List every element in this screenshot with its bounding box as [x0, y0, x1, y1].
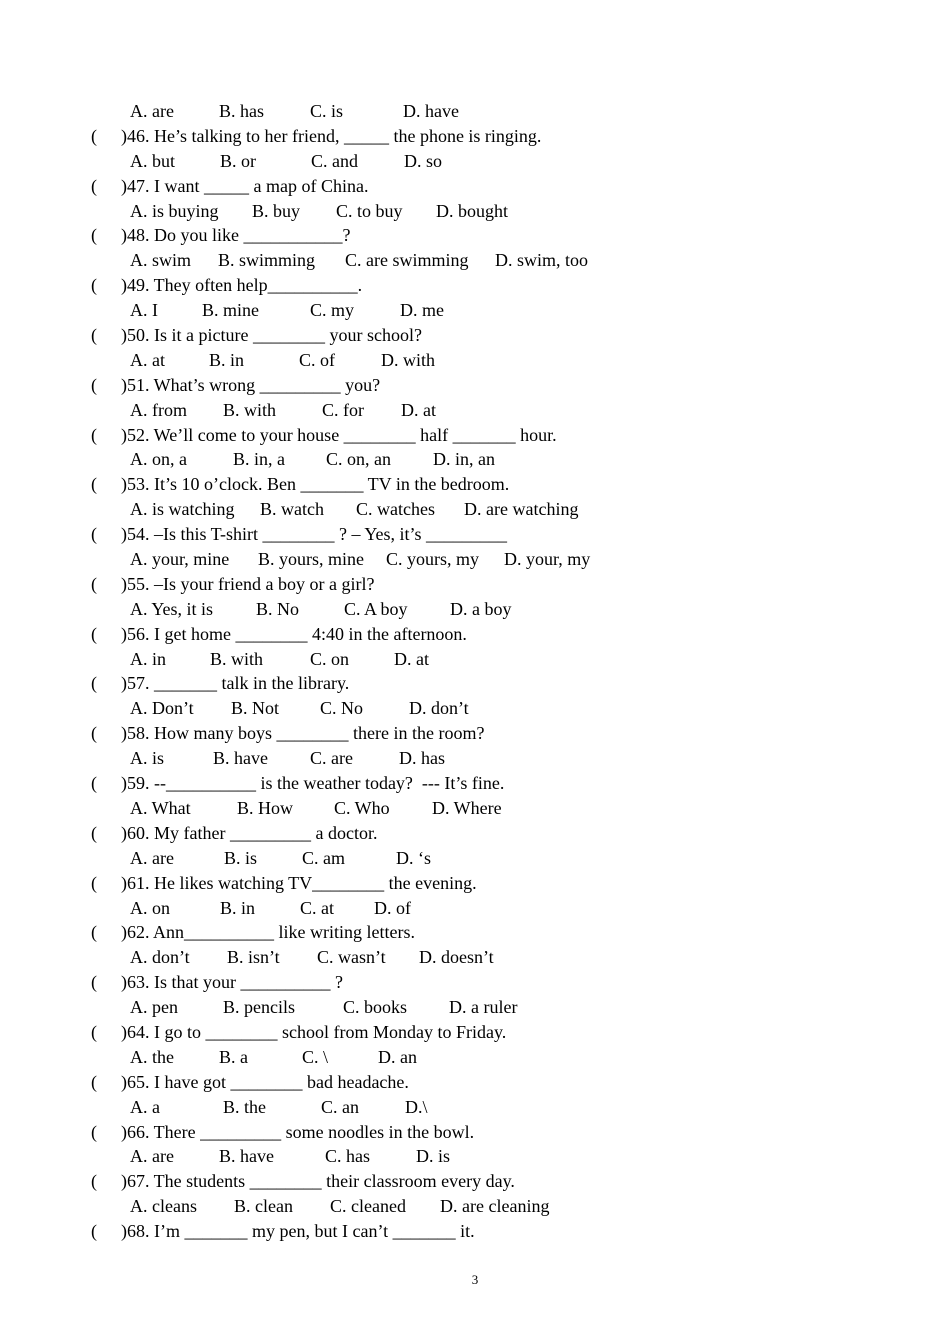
- option-a: A. is watching: [130, 499, 235, 520]
- options-row: [0, 746, 950, 771]
- question-text: 46. He’s talking to her friend, _____ the phone is ringing.: [127, 125, 542, 146]
- question-text: 63. Is that your __________ ?: [127, 972, 343, 993]
- answer-blank-close: ): [121, 275, 127, 296]
- answer-blank-open[interactable]: (: [91, 1071, 97, 1092]
- question-57: [0, 671, 950, 696]
- answer-blank-open[interactable]: (: [91, 872, 97, 893]
- options-row: [0, 1144, 950, 1169]
- answer-blank-open[interactable]: (: [91, 1171, 97, 1192]
- answer-blank-close: ): [121, 623, 127, 644]
- option-b: B. mine: [202, 300, 259, 321]
- options-row: [0, 796, 950, 821]
- question-text: 62. Ann__________ like writing letters.: [127, 922, 415, 943]
- option-b: B. isn’t: [227, 947, 280, 968]
- option-d: D. of: [374, 897, 411, 918]
- options-row: [0, 149, 950, 174]
- answer-blank-open[interactable]: (: [91, 922, 97, 943]
- option-a: A. at: [130, 349, 165, 370]
- option-c: C. on: [310, 648, 350, 669]
- option-c: C. are swimming: [345, 250, 469, 271]
- question-55: [0, 572, 950, 597]
- option-c: C. on, an: [326, 449, 391, 470]
- question-60: [0, 821, 950, 846]
- option-d: D. are watching: [464, 499, 579, 520]
- option-b: B. No: [256, 598, 300, 619]
- option-c: C. my: [310, 300, 355, 321]
- option-c: C. are: [310, 748, 353, 769]
- options-row: [0, 1095, 950, 1120]
- question-text: 59. --__________ is the weather today? --- It’s fine.: [127, 773, 505, 794]
- options-row: [0, 447, 950, 472]
- question-text: 57. _______ talk in the library.: [127, 673, 350, 694]
- question-68: [0, 1219, 950, 1244]
- question-text: 61. He likes watching TV________ the evening.: [127, 872, 477, 893]
- option-b: B. in: [220, 897, 256, 918]
- question-text: 56. I get home ________ 4:40 in the afternoon.: [127, 623, 467, 644]
- answer-blank-open[interactable]: (: [91, 175, 97, 196]
- option-b: B. clean: [234, 1196, 293, 1217]
- options-row: [0, 248, 950, 273]
- answer-blank-open[interactable]: (: [91, 773, 97, 794]
- options-row: [0, 995, 950, 1020]
- option-a: A. swim: [130, 250, 192, 271]
- option-c: C. and: [311, 150, 358, 171]
- answer-blank-open[interactable]: (: [91, 1221, 97, 1242]
- options-row: [0, 547, 950, 572]
- option-b: B. yours, mine: [258, 549, 364, 570]
- option-a: A. from: [130, 399, 187, 420]
- question-59: [0, 771, 950, 796]
- question-53: [0, 472, 950, 497]
- option-d: D. bought: [436, 200, 508, 221]
- question-61: [0, 871, 950, 896]
- question-46: [0, 124, 950, 149]
- answer-blank-close: ): [121, 1121, 127, 1142]
- option-b: B. have: [219, 1146, 274, 1167]
- option-d: D. so: [404, 150, 443, 171]
- answer-blank-open[interactable]: (: [91, 125, 97, 146]
- question-50: [0, 323, 950, 348]
- question-text: 49. They often help__________.: [127, 275, 363, 296]
- option-a: A. are: [130, 1146, 174, 1167]
- option-c: C. is: [310, 101, 344, 121]
- answer-blank-open[interactable]: (: [91, 723, 97, 744]
- option-c: C. am: [302, 847, 345, 868]
- answer-blank-close: ): [121, 922, 127, 943]
- answer-blank-close: ): [121, 225, 127, 246]
- answer-blank-close: ): [121, 1021, 127, 1042]
- option-d: D. a boy: [450, 598, 512, 619]
- option-a: A. the: [130, 1046, 174, 1067]
- option-c: C. to buy: [336, 200, 403, 221]
- option-d: D. at: [394, 648, 429, 669]
- question-text: 51. What’s wrong _________ you?: [127, 374, 381, 395]
- question-text: 53. It’s 10 o’clock. Ben _______ TV in the bedroom.: [127, 474, 510, 495]
- question-64: [0, 1020, 950, 1045]
- answer-blank-close: ): [121, 1221, 127, 1242]
- option-c: C. A boy: [344, 598, 408, 619]
- option-c: C. at: [300, 897, 334, 918]
- option-b: B. swimming: [218, 250, 316, 271]
- answer-blank-close: ): [121, 125, 127, 146]
- answer-blank-close: ): [121, 1171, 127, 1192]
- question-52: [0, 423, 950, 448]
- question-66: [0, 1120, 950, 1145]
- option-d: D. are cleaning: [440, 1196, 550, 1217]
- answer-blank-open[interactable]: (: [91, 1021, 97, 1042]
- option-c: C. Who: [334, 797, 390, 818]
- answer-blank-close: ): [121, 972, 127, 993]
- answer-blank-open[interactable]: (: [91, 474, 97, 495]
- option-b: B. the: [223, 1096, 266, 1117]
- answer-blank-close: ): [121, 175, 127, 196]
- answer-blank-open[interactable]: (: [91, 673, 97, 694]
- option-a: A. don’t: [130, 947, 190, 968]
- option-a: A. a: [130, 1096, 160, 1117]
- option-a: A. pen: [130, 997, 178, 1018]
- question-text: 58. How many boys ________ there in the room?: [127, 723, 485, 744]
- answer-blank-open[interactable]: (: [91, 424, 97, 445]
- option-c: C. an: [321, 1096, 359, 1117]
- option-a: A. on: [130, 897, 170, 918]
- option-a: A. Don’t: [130, 698, 194, 719]
- answer-blank-open[interactable]: (: [91, 1121, 97, 1142]
- option-d: D. have: [403, 101, 459, 121]
- answer-blank-close: ): [121, 374, 127, 395]
- option-a: A. but: [130, 150, 175, 171]
- option-a: A. is buying: [130, 200, 219, 221]
- answer-blank-open[interactable]: (: [91, 972, 97, 993]
- options-row: [0, 298, 950, 323]
- answer-blank-close: ): [121, 524, 127, 545]
- answer-blank-close: ): [121, 822, 127, 843]
- option-b: B. have: [213, 748, 268, 769]
- option-c: C. \: [302, 1046, 329, 1067]
- options-row: [0, 647, 950, 672]
- option-b: B. a: [219, 1046, 248, 1067]
- question-47: [0, 174, 950, 199]
- options-row: [0, 348, 950, 373]
- answer-blank-open[interactable]: (: [91, 822, 97, 843]
- option-b: B. watch: [260, 499, 324, 520]
- option-a: A. on, a: [130, 449, 187, 470]
- answer-blank-open[interactable]: (: [91, 524, 97, 545]
- answer-blank-close: ): [121, 723, 127, 744]
- question-text: 50. Is it a picture ________ your school?: [127, 325, 422, 346]
- option-c: C. wasn’t: [317, 947, 386, 968]
- options-row: [0, 398, 950, 423]
- option-a: A. What: [130, 797, 191, 818]
- option-a: A. is: [130, 748, 165, 769]
- option-a: A. in: [130, 648, 166, 669]
- option-a: A. Yes, it is: [130, 598, 214, 619]
- option-d: D. Where: [432, 797, 502, 818]
- option-b: B. with: [223, 399, 277, 420]
- option-a: A. cleans: [130, 1196, 197, 1217]
- option-c: C. cleaned: [330, 1196, 406, 1217]
- option-b: B. How: [237, 797, 294, 818]
- question-58: [0, 721, 950, 746]
- option-d: D. an: [378, 1046, 417, 1067]
- answer-blank-open[interactable]: (: [91, 573, 97, 594]
- question-text: 55. –Is your friend a boy or a girl?: [127, 573, 375, 594]
- option-d: D. at: [401, 399, 436, 420]
- option-c: C. books: [343, 997, 408, 1018]
- question-54: [0, 522, 950, 547]
- option-c: C. watches: [356, 499, 435, 520]
- answer-blank-close: ): [121, 424, 127, 445]
- option-c: C. of: [299, 349, 335, 370]
- answer-blank-open[interactable]: (: [91, 623, 97, 644]
- option-d: D. me: [400, 300, 444, 321]
- option-d: D. in, an: [433, 449, 495, 470]
- option-b: B. Not: [231, 698, 280, 719]
- answer-blank-open[interactable]: (: [91, 275, 97, 296]
- answer-blank-open[interactable]: (: [91, 374, 97, 395]
- question-text: 47. I want _____ a map of China.: [127, 175, 369, 196]
- question-text: 66. There _________ some noodles in the bowl.: [127, 1121, 475, 1142]
- question-48: [0, 223, 950, 248]
- option-a: A. are: [130, 847, 174, 868]
- question-text: 64. I go to ________ school from Monday to Friday.: [127, 1021, 507, 1042]
- answer-blank-close: ): [121, 673, 127, 694]
- answer-blank-open[interactable]: (: [91, 325, 97, 346]
- option-c: C. has: [325, 1146, 370, 1167]
- question-63: [0, 970, 950, 995]
- options-row: [0, 597, 950, 622]
- answer-blank-close: ): [121, 325, 127, 346]
- answer-blank-close: ): [121, 573, 127, 594]
- question-text: 48. Do you like ___________?: [127, 225, 351, 246]
- option-d: D. with: [381, 349, 435, 370]
- option-b: B. or: [220, 150, 256, 171]
- question-text: 68. I’m _______ my pen, but I can’t _______ it.: [127, 1221, 475, 1242]
- question-text: 54. –Is this T-shirt ________ ? – Yes, it’s _________: [127, 524, 508, 545]
- options-row: [0, 497, 950, 522]
- question-62: [0, 920, 950, 945]
- options-row: [0, 199, 950, 224]
- option-d: D. is: [416, 1146, 451, 1167]
- option-b: B. in: [209, 349, 245, 370]
- option-d: D. swim, too: [495, 250, 589, 271]
- option-b: B. pencils: [223, 997, 295, 1018]
- options-row: [0, 1194, 950, 1219]
- options-row: [0, 1045, 950, 1070]
- question-51: [0, 373, 950, 398]
- option-a: A. are: [130, 101, 174, 121]
- question-text: 60. My father _________ a doctor.: [127, 822, 378, 843]
- question-65: [0, 1070, 950, 1095]
- option-d: D. has: [399, 748, 445, 769]
- question-56: [0, 622, 950, 647]
- option-d: D. don’t: [409, 698, 469, 719]
- options-row: [0, 696, 950, 721]
- option-c: C. No: [320, 698, 364, 719]
- option-c: C. for: [322, 399, 364, 420]
- options-row: [0, 846, 950, 871]
- options-row: [0, 99, 950, 124]
- option-b: B. in, a: [233, 449, 285, 470]
- option-a: A. your, mine: [130, 549, 230, 570]
- answer-blank-close: ): [121, 474, 127, 495]
- question-text: 65. I have got ________ bad headache.: [127, 1071, 409, 1092]
- options-row: [0, 945, 950, 970]
- option-b: B. with: [210, 648, 264, 669]
- option-d: D. a ruler: [449, 997, 518, 1018]
- answer-blank-close: ): [121, 773, 127, 794]
- question-text: 67. The students ________ their classroom every day.: [127, 1171, 515, 1192]
- question-list: [0, 99, 950, 1244]
- option-b: B. is: [224, 847, 258, 868]
- question-text: 52. We’ll come to your house ________ half _______ hour.: [127, 424, 557, 445]
- question-67: [0, 1169, 950, 1194]
- option-d: D. doesn’t: [419, 947, 494, 968]
- option-a: A. I: [130, 300, 158, 321]
- option-d: D. ‘s: [396, 847, 431, 868]
- option-b: B. buy: [252, 200, 301, 221]
- answer-blank-open[interactable]: (: [91, 225, 97, 246]
- option-b: B. has: [219, 101, 264, 121]
- option-d: D. your, my: [504, 549, 591, 570]
- question-49: [0, 273, 950, 298]
- option-d: D.\: [405, 1096, 428, 1117]
- option-c: C. yours, my: [386, 549, 480, 570]
- answer-blank-close: ): [121, 1071, 127, 1092]
- answer-blank-close: ): [121, 872, 127, 893]
- page-number: 3: [471, 1272, 479, 1287]
- options-row: [0, 896, 950, 921]
